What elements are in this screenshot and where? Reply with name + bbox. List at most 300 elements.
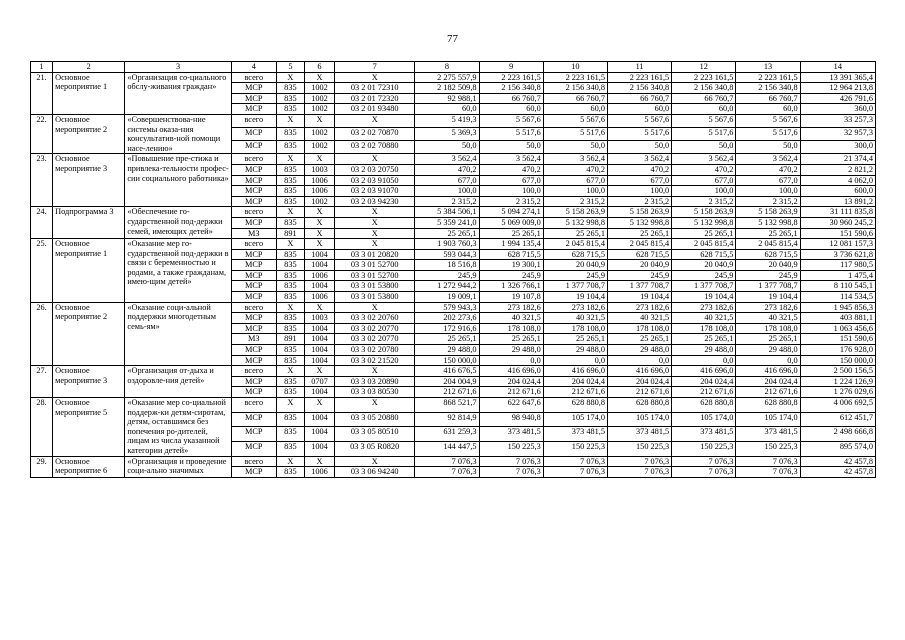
amount-cell: 2 315,2: [543, 196, 607, 207]
amount-cell: 212 671,6: [543, 387, 607, 398]
section-code-cell: Х: [304, 456, 334, 467]
amount-cell: 100,0: [479, 186, 543, 197]
amount-cell: 178 108,0: [607, 323, 671, 334]
amount-cell: 60,0: [736, 104, 800, 115]
amount-cell: 4 006 692,5: [800, 398, 875, 413]
executor-cell: всего: [231, 239, 276, 250]
amount-cell: 7 076,3: [607, 456, 671, 467]
amount-cell: 20 040,9: [736, 260, 800, 271]
amount-cell: 5 567,6: [543, 114, 607, 127]
target-article-cell: 03 2 03 94230: [335, 196, 415, 207]
amount-cell: 100,0: [607, 186, 671, 197]
amount-cell: 98 940,8: [479, 412, 543, 427]
amount-cell: 21 374,4: [800, 154, 875, 165]
amount-cell: 373 481,5: [607, 427, 671, 442]
amount-cell: 204 024,4: [543, 376, 607, 387]
amount-cell: 100,0: [543, 186, 607, 197]
amount-cell: 204 024,4: [736, 376, 800, 387]
amount-cell: 60,0: [479, 104, 543, 115]
row-number: 23.: [31, 154, 53, 207]
amount-cell: 1 224 126,9: [800, 376, 875, 387]
section-code-cell: Х: [304, 114, 334, 127]
amount-cell: 178 108,0: [479, 323, 543, 334]
executor-cell: всего: [231, 398, 276, 413]
grbs-code-cell: 835: [276, 196, 304, 207]
amount-cell: 5 369,3: [415, 128, 479, 141]
amount-cell: 373 481,5: [543, 427, 607, 442]
amount-cell: 7 076,3: [672, 456, 736, 467]
amount-cell: 60,0: [415, 104, 479, 115]
amount-cell: 677,0: [415, 175, 479, 186]
activity-name: Подпрограмма 3: [53, 207, 125, 239]
target-article-cell: Х: [335, 207, 415, 218]
target-article-cell: 03 2 01 72320: [335, 93, 415, 104]
section-code-cell: 1002: [304, 93, 334, 104]
amount-cell: 7 076,3: [479, 456, 543, 467]
amount-cell: 3 562,4: [672, 154, 736, 165]
amount-cell: 373 481,5: [672, 427, 736, 442]
amount-cell: 7 076,3: [479, 467, 543, 478]
amount-cell: 25 265,1: [543, 228, 607, 239]
column-header: 13: [736, 62, 800, 73]
row-number: 28.: [31, 398, 53, 457]
amount-cell: 416 696,0: [672, 366, 736, 377]
amount-cell: 29 488,0: [543, 345, 607, 356]
section-code-cell: Х: [304, 239, 334, 250]
amount-cell: 245,9: [543, 270, 607, 281]
amount-cell: 1 994 135,4: [479, 239, 543, 250]
section-code-cell: 1004: [304, 334, 334, 345]
executor-cell: МСР: [231, 141, 276, 154]
amount-cell: 92 814,9: [415, 412, 479, 427]
amount-cell: 8 110 545,1: [800, 281, 875, 292]
amount-cell: 5 158 263,9: [607, 207, 671, 218]
amount-cell: 5 069 009,0: [479, 217, 543, 228]
amount-cell: 2 182 509,8: [415, 83, 479, 94]
column-number-row: [31, 62, 876, 73]
section-code-cell: 1004: [304, 323, 334, 334]
amount-cell: 5 567,6: [672, 114, 736, 127]
grbs-code-cell: 835: [276, 427, 304, 442]
amount-cell: 172 916,6: [415, 323, 479, 334]
grbs-code-cell: Х: [276, 239, 304, 250]
amount-cell: 600,0: [800, 186, 875, 197]
executor-cell: всего: [231, 72, 276, 83]
section-code-cell: 1004: [304, 387, 334, 398]
amount-cell: 178 108,0: [543, 323, 607, 334]
amount-cell: 5 517,6: [543, 128, 607, 141]
column-header: 12: [672, 62, 736, 73]
grbs-code-cell: 835: [276, 376, 304, 387]
amount-cell: 2 315,2: [607, 196, 671, 207]
amount-cell: 151 590,6: [800, 334, 875, 345]
target-article-cell: Х: [335, 114, 415, 127]
amount-cell: 66 760,7: [607, 93, 671, 104]
amount-cell: 12 081 157,3: [800, 239, 875, 250]
table-row: [31, 302, 876, 313]
section-code-cell: 1006: [304, 467, 334, 478]
amount-cell: 150 000,0: [415, 355, 479, 366]
grbs-code-cell: 835: [276, 313, 304, 324]
amount-cell: 5 132 998,8: [736, 217, 800, 228]
amount-cell: 2 223 161,5: [672, 72, 736, 83]
amount-cell: 25 265,1: [607, 334, 671, 345]
section-code-cell: 1004: [304, 345, 334, 356]
target-article-cell: 03 3 06 94240: [335, 467, 415, 478]
amount-cell: 2 315,2: [415, 196, 479, 207]
section-code-cell: 1004: [304, 412, 334, 427]
amount-cell: 1 945 856,3: [800, 302, 875, 313]
target-article-cell: Х: [335, 456, 415, 467]
target-article-cell: Х: [335, 154, 415, 165]
amount-cell: 470,2: [479, 164, 543, 175]
amount-cell: 2 156 340,8: [543, 83, 607, 94]
amount-cell: 1 326 766,1: [479, 281, 543, 292]
table-row: [31, 154, 876, 165]
amount-cell: 2 156 340,8: [672, 83, 736, 94]
grbs-code-cell: 835: [276, 164, 304, 175]
amount-cell: 19 107,8: [479, 292, 543, 303]
amount-cell: 1 272 944,2: [415, 281, 479, 292]
amount-cell: 204 024,4: [479, 376, 543, 387]
section-code-cell: 1002: [304, 128, 334, 141]
amount-cell: 5 567,6: [479, 114, 543, 127]
amount-cell: 25 265,1: [736, 228, 800, 239]
amount-cell: 50,0: [672, 141, 736, 154]
row-number: 29.: [31, 456, 53, 477]
target-article-cell: Х: [335, 217, 415, 228]
section-code-cell: 1006: [304, 270, 334, 281]
grbs-code-cell: 835: [276, 83, 304, 94]
amount-cell: 25 265,1: [607, 228, 671, 239]
amount-cell: 42 457,8: [800, 467, 875, 478]
amount-cell: 2 156 340,8: [479, 83, 543, 94]
amount-cell: 416 676,5: [415, 366, 479, 377]
amount-cell: 0,0: [543, 355, 607, 366]
activity-description: «Совершенствова-ние системы оказа-ния консультатив-ной помощи насе-лению»: [125, 114, 231, 153]
column-header: 11: [607, 62, 671, 73]
amount-cell: 5 567,6: [736, 114, 800, 127]
target-article-cell: 03 3 01 20820: [335, 249, 415, 260]
amount-cell: 29 488,0: [479, 345, 543, 356]
amount-cell: 40 321,5: [672, 313, 736, 324]
amount-cell: 2 315,2: [479, 196, 543, 207]
executor-cell: МСР: [231, 217, 276, 228]
amount-cell: 273 182,6: [479, 302, 543, 313]
grbs-code-cell: 835: [276, 467, 304, 478]
amount-cell: 2 223 161,5: [479, 72, 543, 83]
grbs-code-cell: 835: [276, 270, 304, 281]
amount-cell: 60,0: [672, 104, 736, 115]
grbs-code-cell: Х: [276, 72, 304, 83]
amount-cell: 2 045 815,4: [607, 239, 671, 250]
activity-name: Основное мероприятие 3: [53, 366, 125, 398]
amount-cell: 178 108,0: [736, 323, 800, 334]
amount-cell: 0,0: [736, 355, 800, 366]
target-article-cell: 03 3 02 20770: [335, 334, 415, 345]
amount-cell: 5 132 998,8: [543, 217, 607, 228]
executor-cell: МСР: [231, 355, 276, 366]
amount-cell: 7 076,3: [736, 456, 800, 467]
grbs-code-cell: 835: [276, 128, 304, 141]
target-article-cell: 03 3 03 20890: [335, 376, 415, 387]
amount-cell: 2 045 815,4: [672, 239, 736, 250]
amount-cell: 30 960 245,2: [800, 217, 875, 228]
amount-cell: 245,9: [607, 270, 671, 281]
budget-table: [30, 61, 876, 478]
page-number: 77: [447, 33, 458, 45]
column-header: 9: [479, 62, 543, 73]
amount-cell: 416 696,0: [543, 366, 607, 377]
row-number: 21.: [31, 72, 53, 114]
target-article-cell: 03 3 05 80510: [335, 427, 415, 442]
amount-cell: 29 488,0: [415, 345, 479, 356]
section-code-cell: Х: [304, 72, 334, 83]
amount-cell: 2 156 340,8: [607, 83, 671, 94]
section-code-cell: 1004: [304, 355, 334, 366]
executor-cell: МСР: [231, 128, 276, 141]
amount-cell: 5 567,6: [607, 114, 671, 127]
amount-cell: 3 562,4: [607, 154, 671, 165]
amount-cell: 105 174,0: [543, 412, 607, 427]
amount-cell: 7 076,3: [543, 467, 607, 478]
amount-cell: 2 821,2: [800, 164, 875, 175]
amount-cell: 100,0: [736, 186, 800, 197]
amount-cell: 114 534,5: [800, 292, 875, 303]
section-code-cell: 1002: [304, 83, 334, 94]
amount-cell: 212 671,6: [479, 387, 543, 398]
amount-cell: 895 574,0: [800, 441, 875, 456]
amount-cell: 1 377 708,7: [736, 281, 800, 292]
executor-cell: МСР: [231, 93, 276, 104]
amount-cell: 176 928,0: [800, 345, 875, 356]
amount-cell: 245,9: [479, 270, 543, 281]
amount-cell: 1 377 708,7: [543, 281, 607, 292]
grbs-code-cell: 835: [276, 412, 304, 427]
row-number: 25.: [31, 239, 53, 303]
amount-cell: 150 000,0: [800, 355, 875, 366]
amount-cell: 868 521,7: [415, 398, 479, 413]
section-code-cell: 1004: [304, 427, 334, 442]
target-article-cell: Х: [335, 366, 415, 377]
grbs-code-cell: 835: [276, 355, 304, 366]
section-code-cell: 1004: [304, 249, 334, 260]
amount-cell: 373 481,5: [479, 427, 543, 442]
executor-cell: МСР: [231, 323, 276, 334]
grbs-code-cell: 835: [276, 217, 304, 228]
executor-cell: всего: [231, 154, 276, 165]
amount-cell: 628 880,8: [736, 398, 800, 413]
amount-cell: 150 225,3: [736, 441, 800, 456]
row-number: 26.: [31, 302, 53, 366]
amount-cell: 212 671,6: [736, 387, 800, 398]
amount-cell: 5 359 241,0: [415, 217, 479, 228]
amount-cell: 5 419,3: [415, 114, 479, 127]
grbs-code-cell: Х: [276, 398, 304, 413]
amount-cell: 2 045 815,4: [736, 239, 800, 250]
amount-cell: 60,0: [543, 104, 607, 115]
table-body: [31, 62, 876, 478]
activity-name: Основное мероприятие 3: [53, 154, 125, 207]
amount-cell: 29 488,0: [607, 345, 671, 356]
amount-cell: 33 257,3: [800, 114, 875, 127]
activity-name: Основное мероприятие 6: [53, 456, 125, 477]
grbs-code-cell: 835: [276, 260, 304, 271]
amount-cell: 426 791,6: [800, 93, 875, 104]
target-article-cell: 03 3 02 20760: [335, 313, 415, 324]
amount-cell: 50,0: [415, 141, 479, 154]
section-code-cell: 1003: [304, 164, 334, 175]
amount-cell: 117 980,5: [800, 260, 875, 271]
amount-cell: 66 760,7: [736, 93, 800, 104]
amount-cell: 42 457,8: [800, 456, 875, 467]
target-article-cell: 03 3 01 53800: [335, 281, 415, 292]
amount-cell: 5 158 263,9: [543, 207, 607, 218]
amount-cell: 273 182,6: [607, 302, 671, 313]
grbs-code-cell: Х: [276, 302, 304, 313]
target-article-cell: 03 3 01 52700: [335, 260, 415, 271]
column-header: 10: [543, 62, 607, 73]
amount-cell: 245,9: [736, 270, 800, 281]
executor-cell: всего: [231, 366, 276, 377]
section-code-cell: Х: [304, 398, 334, 413]
column-header: 6: [304, 62, 334, 73]
executor-cell: МСР: [231, 345, 276, 356]
target-article-cell: 03 3 05 20880: [335, 412, 415, 427]
amount-cell: 50,0: [736, 141, 800, 154]
amount-cell: 273 182,6: [736, 302, 800, 313]
activity-description: «Организация от-дыха и оздоровле-ния детей»: [125, 366, 231, 398]
target-article-cell: 03 2 03 20750: [335, 164, 415, 175]
amount-cell: 360,0: [800, 104, 875, 115]
amount-cell: 628 880,8: [672, 398, 736, 413]
amount-cell: 622 647,6: [479, 398, 543, 413]
amount-cell: 579 943,3: [415, 302, 479, 313]
target-article-cell: 03 3 01 52700: [335, 270, 415, 281]
grbs-code-cell: 835: [276, 93, 304, 104]
amount-cell: 29 488,0: [672, 345, 736, 356]
target-article-cell: Х: [335, 228, 415, 239]
amount-cell: 1 377 708,7: [672, 281, 736, 292]
target-article-cell: Х: [335, 398, 415, 413]
executor-cell: МСР: [231, 83, 276, 94]
amount-cell: 631 259,3: [415, 427, 479, 442]
column-header: 4: [231, 62, 276, 73]
amount-cell: 300,0: [800, 141, 875, 154]
target-article-cell: Х: [335, 72, 415, 83]
executor-cell: МЗ: [231, 228, 276, 239]
target-article-cell: 03 3 02 21520: [335, 355, 415, 366]
grbs-code-cell: Х: [276, 207, 304, 218]
amount-cell: 470,2: [736, 164, 800, 175]
amount-cell: 20 040,9: [607, 260, 671, 271]
amount-cell: 2 223 161,5: [607, 72, 671, 83]
amount-cell: 212 671,6: [415, 387, 479, 398]
amount-cell: 470,2: [672, 164, 736, 175]
executor-cell: МСР: [231, 376, 276, 387]
grbs-code-cell: 891: [276, 334, 304, 345]
target-article-cell: 03 3 03 80530: [335, 387, 415, 398]
amount-cell: 273 182,6: [543, 302, 607, 313]
amount-cell: 5 517,6: [607, 128, 671, 141]
amount-cell: 66 760,7: [543, 93, 607, 104]
executor-cell: МСР: [231, 387, 276, 398]
activity-description: «Организация со-циального обслу-живания граждан»: [125, 72, 231, 114]
amount-cell: 416 696,0: [736, 366, 800, 377]
amount-cell: 0,0: [479, 355, 543, 366]
amount-cell: 2 045 815,4: [543, 239, 607, 250]
table-row: [31, 456, 876, 467]
row-number: 27.: [31, 366, 53, 398]
section-code-cell: 1002: [304, 141, 334, 154]
executor-cell: всего: [231, 114, 276, 127]
section-code-cell: 1004: [304, 441, 334, 456]
target-article-cell: 03 2 02 70870: [335, 128, 415, 141]
executor-cell: всего: [231, 456, 276, 467]
amount-cell: 3 562,4: [543, 154, 607, 165]
amount-cell: 105 174,0: [736, 412, 800, 427]
executor-cell: МСР: [231, 164, 276, 175]
amount-cell: 50,0: [607, 141, 671, 154]
amount-cell: 13 391 365,4: [800, 72, 875, 83]
amount-cell: 25 265,1: [415, 228, 479, 239]
section-code-cell: 1002: [304, 196, 334, 207]
amount-cell: 628 715,5: [736, 249, 800, 260]
activity-description: «Оказание мер со-циальной поддерж-ки детям-сиротам, детям, оставшимся без попечения ро-дителей, лицам из числа указанной категории детей»: [125, 398, 231, 457]
amount-cell: 628 715,5: [479, 249, 543, 260]
column-header: 5: [276, 62, 304, 73]
amount-cell: 20 040,9: [543, 260, 607, 271]
amount-cell: 105 174,0: [607, 412, 671, 427]
section-code-cell: Х: [304, 154, 334, 165]
amount-cell: 7 076,3: [672, 467, 736, 478]
amount-cell: 25 265,1: [672, 228, 736, 239]
amount-cell: 25 265,1: [736, 334, 800, 345]
grbs-code-cell: 835: [276, 292, 304, 303]
amount-cell: 204 024,4: [672, 376, 736, 387]
amount-cell: 100,0: [415, 186, 479, 197]
target-article-cell: 03 2 03 91070: [335, 186, 415, 197]
section-code-cell: Х: [304, 217, 334, 228]
amount-cell: 2 500 156,5: [800, 366, 875, 377]
section-code-cell: Х: [304, 207, 334, 218]
column-header: 1: [31, 62, 53, 73]
amount-cell: 7 076,3: [607, 467, 671, 478]
amount-cell: 677,0: [543, 175, 607, 186]
amount-cell: 470,2: [415, 164, 479, 175]
activity-description: «Организация и проведение соци-ально значимых: [125, 456, 231, 477]
grbs-code-cell: 835: [276, 281, 304, 292]
amount-cell: 202 273,6: [415, 313, 479, 324]
amount-cell: 150 225,3: [607, 441, 671, 456]
amount-cell: 212 671,6: [672, 387, 736, 398]
table-row: [31, 114, 876, 127]
amount-cell: 677,0: [479, 175, 543, 186]
executor-cell: всего: [231, 207, 276, 218]
amount-cell: 25 265,1: [543, 334, 607, 345]
amount-cell: 373 481,5: [736, 427, 800, 442]
amount-cell: 5 384 506,1: [415, 207, 479, 218]
executor-cell: МСР: [231, 196, 276, 207]
amount-cell: 100,0: [672, 186, 736, 197]
grbs-code-cell: 835: [276, 249, 304, 260]
table-row: [31, 239, 876, 250]
amount-cell: 150 225,3: [543, 441, 607, 456]
amount-cell: 19 300,1: [479, 260, 543, 271]
amount-cell: 628 715,5: [607, 249, 671, 260]
amount-cell: 470,2: [543, 164, 607, 175]
amount-cell: 150 225,3: [479, 441, 543, 456]
